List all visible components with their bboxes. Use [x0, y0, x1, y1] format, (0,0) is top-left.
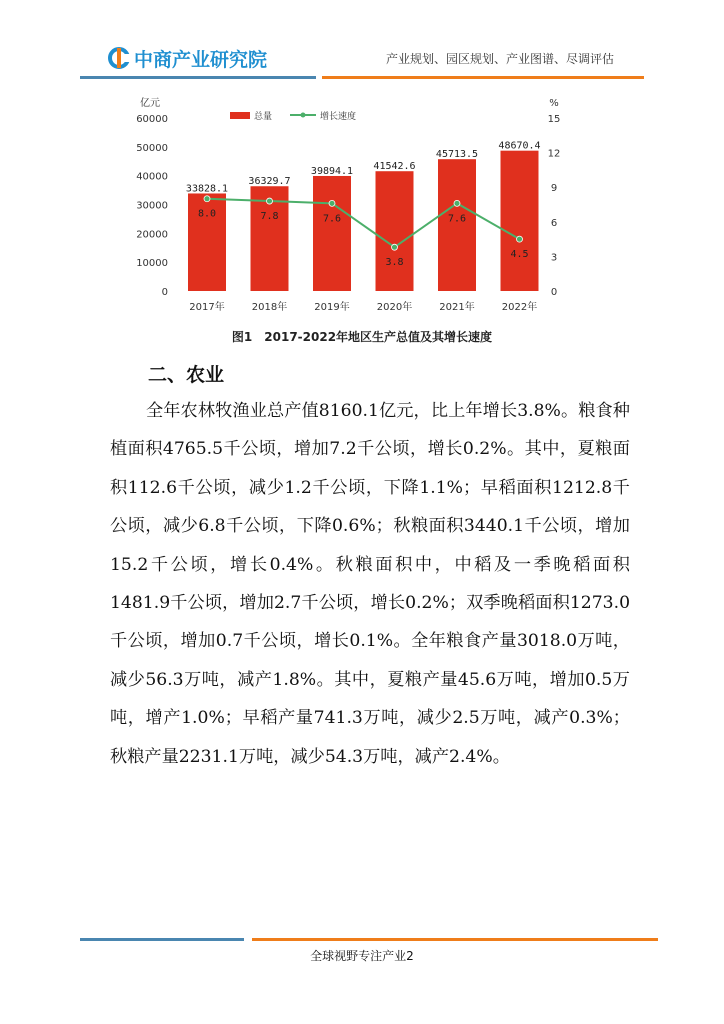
bar-value-label: 48670.4	[498, 140, 541, 152]
right-tick-label: 3	[550, 252, 558, 264]
right-tick-label: 9	[550, 183, 558, 195]
growth-value-label: 7.6	[322, 213, 342, 225]
left-tick-label: 20000	[136, 229, 168, 241]
right-axis-unit: %	[549, 98, 559, 109]
bar	[313, 176, 351, 291]
growth-point	[392, 244, 398, 250]
legend-label-growth: 增长速度	[320, 112, 357, 122]
growth-value-label: 4.5	[510, 249, 529, 261]
bar-value-label: 36329.7	[248, 176, 291, 188]
x-tick-label: 2019年	[314, 302, 350, 313]
footer-text: 全球视野专注产业2	[310, 949, 414, 963]
left-tick-label: 10000	[136, 258, 168, 270]
legend-swatch-total	[230, 112, 250, 119]
right-axis-ticks	[548, 114, 561, 298]
legend-marker-growth	[301, 113, 306, 118]
x-tick-label: 2021年	[439, 302, 475, 313]
left-tick-label: 0	[161, 287, 168, 298]
x-axis-labels	[189, 300, 537, 313]
bar-value-label: 45713.5	[435, 149, 479, 161]
agriculture-paragraph: 全年农林牧渔业总产值8160.1亿元，比上年增长3.8%。粮食种植面积4765.5千公顷，增加7.2千公顷，增长0.2%。其中，夏粮面积112.6千公顷，减少1.2千公顷，下降1.1%；早稻面积1212.8千公顷，减少6.8千公顷，下降0.6%；秋粮面积3440.1千公顷，增加15.2千公顷，增长0.4%。秋粮面积中，中稻及一季晚稻面积1481.9千公顷，增加2.7千公顷，增长0.2%；双季晚稻面积1273.0千公顷，增加0.7千公顷，增长0.1%。全年粮食产量3018.0万吨，减少56.3万吨，减产1.8%。其中，夏粮产量45.6万吨，增加0.5万吨，增产1.0%；早稻产量741.3万吨，减少2.5万吨，减产0.3%；秋粮产量2231.1万吨，减少54.3万吨，减产2.4%。	[110, 401, 630, 767]
right-tick-label: 0	[550, 287, 558, 298]
bar-value-label: 41542.6	[373, 161, 416, 173]
bar	[501, 151, 539, 291]
growth-point	[517, 236, 523, 242]
growth-value-label: 3.8	[385, 257, 404, 269]
bar-value-label: 33828.1	[185, 183, 229, 195]
x-tick-label: 2020年	[376, 302, 413, 313]
logo-icon	[108, 47, 130, 69]
growth-point	[204, 196, 210, 202]
growth-value-labels	[198, 209, 529, 268]
left-tick-label: 50000	[136, 142, 168, 154]
footer-divider-orange	[252, 938, 658, 941]
bar	[438, 159, 476, 291]
header-divider-orange	[322, 76, 644, 79]
header-tagline: 产业规划、园区规划、产业图谱、尽调评估	[385, 52, 614, 66]
x-tick-label: 2017年	[189, 302, 225, 313]
chart-caption: 图1 2017-2022年地区生产总值及其增长速度	[231, 330, 493, 344]
x-tick-label: 2022年	[501, 302, 538, 313]
left-tick-label: 40000	[136, 171, 168, 183]
right-tick-label: 6	[550, 217, 558, 229]
header-divider-blue	[80, 76, 316, 79]
left-axis-ticks	[136, 114, 168, 298]
left-tick-label: 60000	[136, 114, 168, 125]
gdp-growth-chart	[130, 94, 590, 320]
logo	[108, 44, 267, 72]
legend-label-total: 总量	[254, 112, 273, 122]
section-heading: 二、农业	[148, 364, 225, 386]
chart-legend	[230, 110, 356, 122]
left-tick-label: 30000	[136, 200, 168, 212]
growth-value-label: 7.6	[447, 213, 467, 225]
growth-value-label: 7.8	[260, 211, 279, 223]
bar-value-labels	[186, 141, 541, 195]
growth-value-label: 8.0	[197, 208, 217, 220]
x-tick-label: 2018年	[251, 302, 288, 313]
right-tick-label: 15	[547, 114, 561, 125]
growth-point	[267, 198, 273, 204]
footer-divider-blue	[80, 938, 244, 941]
left-axis-unit: 亿元	[140, 98, 160, 109]
logo-text: 中商产业研究院	[134, 48, 268, 71]
growth-point	[454, 200, 460, 206]
growth-point	[329, 200, 335, 206]
bar-value-label: 39894.1	[310, 165, 354, 177]
right-tick-label: 12	[547, 148, 561, 160]
bar	[376, 171, 414, 291]
